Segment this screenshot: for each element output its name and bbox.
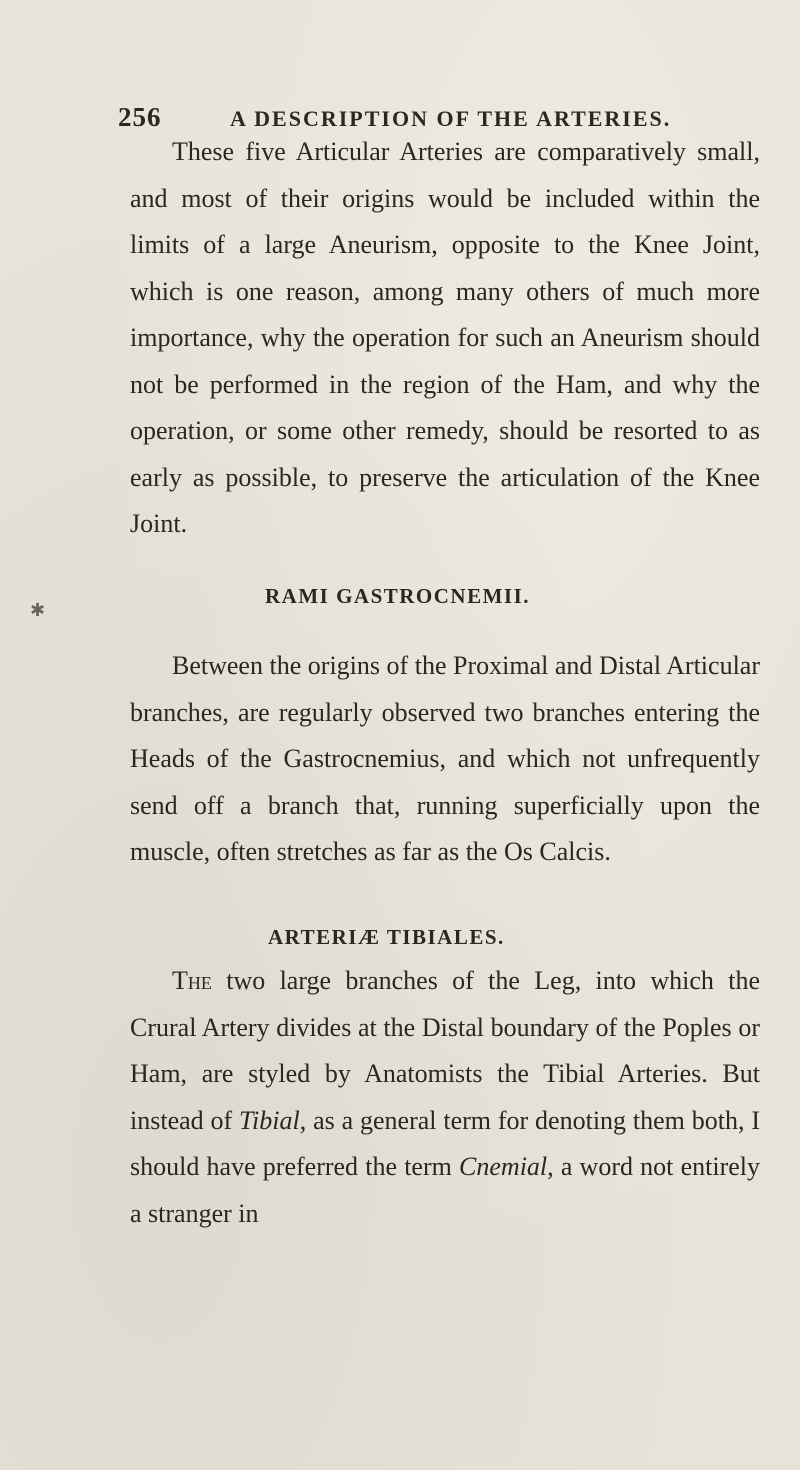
paragraph-3-italic-tibial: Tibial — [239, 1105, 300, 1135]
paragraph-3-text-c: , a word not entirely a stranger in — [130, 1152, 760, 1228]
paragraph-articular-arteries — [130, 129, 760, 548]
paragraph-3-lead: The — [172, 966, 212, 995]
running-title: A DESCRIPTION OF THE ARTERIES. — [230, 106, 672, 131]
paragraph-1-text: These five Articular Arteries are comparatively small, and most of their origins would be included within the limits of a large Aneurism, opposite to the Knee Joint, which is one reason, among many others of much more importance, why the operation for such an Aneurism should not be performed in the region of the Ham, and why the operation, or some other remedy, should be resorted to as early as possible, to preserve the articulation of the Knee Joint. — [130, 137, 760, 538]
page-number: 256 — [118, 102, 162, 132]
paragraph-3-italic-cnemial: Cnemial — [459, 1152, 548, 1181]
paragraph-arteriae-tibiales — [130, 958, 760, 1237]
paragraph-rami-gastrocnemii — [130, 643, 760, 876]
paragraph-3-text-b: , as a general term for denoting them both, I should have preferred the term — [130, 1105, 760, 1181]
margin-mark: ✱ — [30, 600, 46, 620]
section-heading-arteriae-tibiales: ARTERIÆ TIBIALES. — [268, 925, 505, 949]
paragraph-3-text-a: two large branches of the Leg, into which the Crural Artery divides at the Distal boundary of the Poples or Ham, are styled by Anatomists the Tibial Arteries. But instead of — [130, 966, 760, 1135]
paragraph-2-text: Between the origins of the Proximal and Distal Articular branches, are regularly observed two branches entering the Heads of the Gastrocnemius, and which not unfrequently send off a branch that, running superficially upon the muscle, often stretches as far as the Os Calcis. — [130, 651, 760, 866]
section-heading-rami-gastrocnemii: RAMI GASTROCNEMII. — [265, 584, 531, 608]
